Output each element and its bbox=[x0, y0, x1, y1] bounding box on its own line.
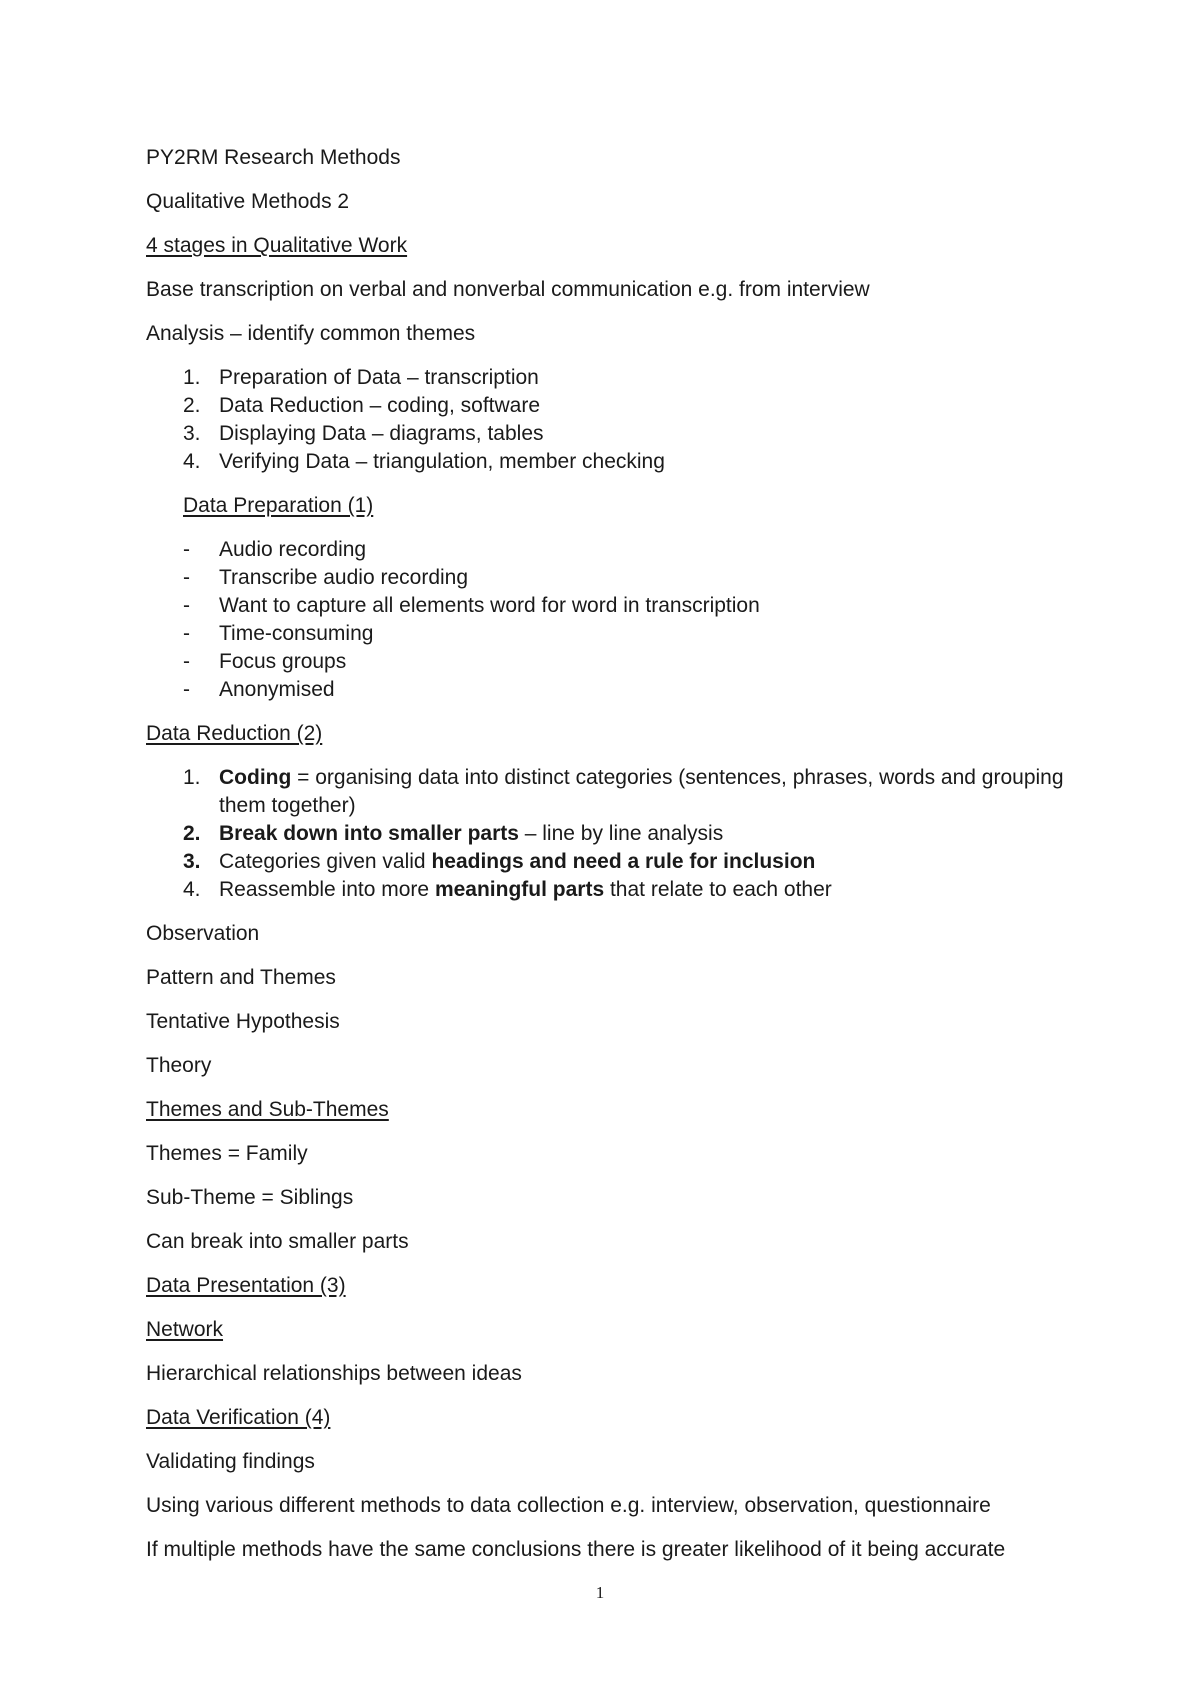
document-title: PY2RM Research Methods bbox=[146, 146, 401, 169]
list-item-text: Focus groups bbox=[219, 650, 347, 673]
list-marker: 2. bbox=[183, 822, 201, 845]
list-item bbox=[146, 820, 1086, 848]
list-item bbox=[146, 392, 1086, 420]
stages-list bbox=[146, 364, 1086, 476]
list-item-text: Transcribe audio recording bbox=[219, 566, 469, 589]
paragraph-themes-family: Themes = Family bbox=[146, 1142, 308, 1165]
paragraph-hierarchical: Hierarchical relationships between ideas bbox=[146, 1362, 522, 1385]
list-marker: - bbox=[183, 538, 190, 561]
list-item-text: Reassemble into more bbox=[219, 878, 435, 901]
bold-term: headings and need a rule for inclusion bbox=[431, 850, 816, 873]
list-item bbox=[146, 676, 1086, 704]
list-item bbox=[146, 420, 1086, 448]
list-marker: 3. bbox=[183, 850, 201, 873]
paragraph-various-methods: Using various different methods to data collection e.g. interview, observation, questionnaire bbox=[146, 1494, 991, 1517]
list-item bbox=[146, 848, 1086, 876]
section-heading-data-presentation: Data Presentation (3) bbox=[146, 1274, 346, 1297]
list-item bbox=[146, 364, 1086, 392]
list-item bbox=[146, 764, 1086, 820]
paragraph-observation: Observation bbox=[146, 922, 260, 945]
paragraph-multiple-methods: If multiple methods have the same conclusions there is greater likelihood of it being accurate bbox=[146, 1538, 1006, 1561]
list-item bbox=[146, 648, 1086, 676]
document-subtitle: Qualitative Methods 2 bbox=[146, 190, 350, 213]
list-item bbox=[146, 620, 1086, 648]
reduction-list bbox=[146, 764, 1086, 904]
list-item-text: Want to capture all elements word for word in transcription bbox=[219, 594, 760, 617]
list-item-text: Data Reduction – coding, software bbox=[219, 394, 541, 417]
list-item-text: = organising data into distinct categories (sentences, phrases, words and grouping them together) bbox=[219, 766, 1064, 817]
list-item bbox=[146, 536, 1086, 564]
list-item-text: Preparation of Data – transcription bbox=[219, 366, 539, 389]
page-number: 1 bbox=[595, 1583, 605, 1602]
list-item-text: Time-consuming bbox=[219, 622, 374, 645]
list-item bbox=[146, 564, 1086, 592]
section-heading-stages: 4 stages in Qualitative Work bbox=[146, 234, 408, 257]
list-item bbox=[146, 592, 1086, 620]
list-marker: 3. bbox=[183, 422, 201, 445]
preparation-list bbox=[146, 536, 1086, 704]
section-heading-data-reduction: Data Reduction (2) bbox=[146, 722, 323, 745]
list-item-text: that relate to each other bbox=[604, 878, 832, 901]
list-item-text: Anonymised bbox=[219, 678, 335, 701]
list-item-text: Audio recording bbox=[219, 538, 367, 561]
paragraph-analysis: Analysis – identify common themes bbox=[146, 322, 476, 345]
paragraph-smaller-parts: Can break into smaller parts bbox=[146, 1230, 409, 1253]
list-item-text: Categories given valid bbox=[219, 850, 432, 873]
bold-term: meaningful parts bbox=[434, 878, 605, 901]
document-page bbox=[146, 144, 1086, 1580]
list-marker: 1. bbox=[183, 766, 201, 789]
paragraph-tentative-hypothesis: Tentative Hypothesis bbox=[146, 1010, 340, 1033]
paragraph-validating: Validating findings bbox=[146, 1450, 315, 1473]
list-marker: - bbox=[183, 594, 190, 617]
bold-term: Coding bbox=[219, 766, 292, 789]
list-marker: - bbox=[183, 622, 190, 645]
list-marker: 2. bbox=[183, 394, 201, 417]
list-marker: - bbox=[183, 650, 190, 673]
section-heading-themes: Themes and Sub-Themes bbox=[146, 1098, 389, 1121]
paragraph-theory: Theory bbox=[146, 1054, 212, 1077]
section-heading-data-verification: Data Verification (4) bbox=[146, 1406, 331, 1429]
list-item bbox=[146, 876, 1086, 904]
paragraph-subtheme-siblings: Sub-Theme = Siblings bbox=[146, 1186, 354, 1209]
paragraph-transcription: Base transcription on verbal and nonverbal communication e.g. from interview bbox=[146, 278, 870, 301]
list-marker: 4. bbox=[183, 450, 201, 473]
list-item bbox=[146, 448, 1086, 476]
list-marker: - bbox=[183, 678, 190, 701]
section-heading-data-preparation: Data Preparation (1) bbox=[183, 494, 374, 517]
list-marker: - bbox=[183, 566, 190, 589]
list-item-text: – line by line analysis bbox=[518, 822, 724, 845]
paragraph-pattern-themes: Pattern and Themes bbox=[146, 966, 336, 989]
list-marker: 4. bbox=[183, 878, 201, 901]
list-item-text: Displaying Data – diagrams, tables bbox=[219, 422, 544, 445]
list-item-text: Verifying Data – triangulation, member checking bbox=[219, 450, 665, 473]
list-marker: 1. bbox=[183, 366, 201, 389]
section-heading-network: Network bbox=[146, 1318, 224, 1341]
bold-term: Break down into smaller parts bbox=[219, 822, 519, 845]
